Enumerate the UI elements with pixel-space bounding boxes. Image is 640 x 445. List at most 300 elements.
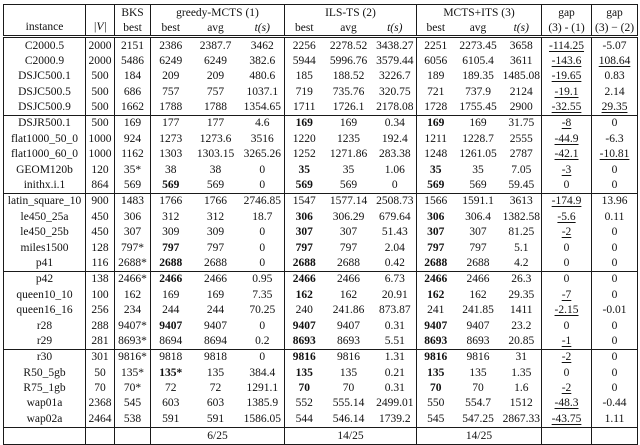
mcts-time-cell: 4.2 xyxy=(514,256,529,269)
gap-3-2-cell: 2.14 xyxy=(592,84,638,99)
gap-3-1-cell: -19.1 xyxy=(542,84,592,99)
instance-cell: R75_1gb xyxy=(23,382,66,395)
greedy-time-cell: 7.35 xyxy=(252,288,273,301)
bks-best-cell: 306 xyxy=(115,209,151,224)
mcts-time-cell: 2867.33 xyxy=(502,412,540,425)
v-cell: 1000 xyxy=(86,147,115,162)
gap-3-1-cell: -32.55 xyxy=(542,100,592,116)
footer-v-empty xyxy=(86,427,115,444)
mcts-avg-cell: 8693 xyxy=(466,334,490,347)
mcts-time-cell: 1512 xyxy=(509,397,533,410)
subheader-ils-time: t(s) xyxy=(387,21,403,34)
greedy-avg-cell: 569 xyxy=(206,179,225,192)
gap-3-1-cell: 0 xyxy=(542,365,592,380)
mcts-best-cell: 162 xyxy=(417,287,455,302)
gap-3-1-cell: -7 xyxy=(542,287,592,302)
table-row xyxy=(4,333,638,349)
mcts-avg-cell: 797 xyxy=(469,241,487,254)
gap-3-1-cell: -44.9 xyxy=(542,131,592,146)
mcts-time-cell: 1485.08 xyxy=(502,70,540,83)
greedy-time-cell: 1354.65 xyxy=(243,101,281,114)
col-header-v: |V| xyxy=(86,5,115,37)
instance-cell: C2000.9 xyxy=(24,54,65,67)
mcts-best-cell: 189 xyxy=(417,69,455,84)
mcts-best-cell: 135 xyxy=(417,365,455,380)
instance-cell: flat1000_50_0 xyxy=(10,132,79,145)
greedy-best-cell: 569 xyxy=(151,178,191,194)
subheader-greedy-best: best xyxy=(151,21,191,37)
col-header-mcts-its: MCTS+ITS (3) xyxy=(417,5,542,21)
mcts-best-cell: 307 xyxy=(417,225,455,240)
mcts-time-cell: 1411 xyxy=(509,304,533,317)
ils-best-cell: 162 xyxy=(285,287,324,302)
v-cell: 2000 xyxy=(86,53,115,68)
mcts-avg-cell: 306.4 xyxy=(465,210,491,223)
v-cell: 2464 xyxy=(86,411,115,427)
greedy-best-cell: 312 xyxy=(151,209,191,224)
mcts-best-cell: 2251 xyxy=(417,37,455,54)
gap-3-2-cell: -0.01 xyxy=(592,303,638,318)
footer-instance-empty xyxy=(4,427,86,444)
mcts-time-cell: 2555 xyxy=(509,132,533,145)
gap-3-2-cell: 0 xyxy=(592,349,638,365)
v-cell: 2368 xyxy=(86,396,115,411)
ils-best-cell: 306 xyxy=(285,209,324,224)
ils-time-cell: 2508.73 xyxy=(376,195,414,208)
v-cell: 2000 xyxy=(86,37,115,54)
greedy-time-cell: 3516 xyxy=(250,132,274,145)
instance-cell: C2000.5 xyxy=(24,39,65,52)
ils-time-cell: 2.04 xyxy=(384,241,405,254)
ils-time-cell: 320.75 xyxy=(378,85,411,98)
table-row xyxy=(4,147,638,162)
gap-3-1-cell: -19.65 xyxy=(542,69,592,84)
footer-row xyxy=(4,427,638,444)
gap-3-2-cell: -5.07 xyxy=(592,37,638,54)
ils-best-cell: 135 xyxy=(285,365,324,380)
ils-time-cell: 1.06 xyxy=(384,163,405,176)
greedy-time-cell: 3265.26 xyxy=(243,148,281,161)
ils-time-cell: 873.87 xyxy=(378,304,411,317)
table-footer xyxy=(4,427,638,444)
greedy-time-cell: 1385.9 xyxy=(246,397,279,410)
ils-avg-cell: 555.14 xyxy=(332,397,365,410)
ils-avg-cell: 162 xyxy=(339,288,358,301)
gap-3-1-cell: -8 xyxy=(542,115,592,131)
footer-mcts-count: 14/25 xyxy=(417,427,542,444)
ils-best-cell: 2256 xyxy=(285,37,324,54)
bks-best-cell: 686 xyxy=(115,84,151,99)
instance-cell: p42 xyxy=(35,273,54,286)
mcts-time-cell: 29.35 xyxy=(508,288,535,301)
table-row xyxy=(4,303,638,318)
instance-cell: le450_25b xyxy=(20,226,69,239)
col-header-instance: instance xyxy=(25,20,64,33)
mcts-avg-cell: 162 xyxy=(469,288,487,301)
mcts-time-cell: 59.45 xyxy=(508,179,535,192)
mcts-avg-cell: 2273.45 xyxy=(459,39,497,52)
ils-best-cell: 1252 xyxy=(285,147,324,162)
gap-3-2-cell: -0.44 xyxy=(592,396,638,411)
v-cell: 256 xyxy=(86,303,115,318)
mcts-avg-cell: 241.85 xyxy=(462,304,494,317)
greedy-avg-cell: 757 xyxy=(206,85,225,98)
table-body xyxy=(4,37,638,428)
gap-3-2-cell: 0 xyxy=(592,381,638,396)
ils-time-cell: 20.91 xyxy=(381,288,408,301)
bks-best-cell: 35* xyxy=(115,162,151,177)
gap-3-2-cell: 0 xyxy=(592,271,638,287)
instance-cell: wap01a xyxy=(26,397,63,410)
gap-3-1-cell: 0 xyxy=(542,240,592,255)
v-cell: 128 xyxy=(86,240,115,255)
instance-cell: latin_square_10 xyxy=(7,195,82,208)
gap-3-2-cell: 0.11 xyxy=(592,209,638,224)
greedy-avg-cell: 6249 xyxy=(204,54,227,67)
gap-3-1-cell: -1 xyxy=(542,333,592,349)
ils-time-cell: 679.64 xyxy=(378,210,411,223)
subheader-bks-best: best xyxy=(115,21,151,37)
bks-best-cell: 234 xyxy=(115,303,151,318)
greedy-time-cell: 0 xyxy=(259,319,266,332)
gap-3-1-cell: -143.6 xyxy=(542,53,592,68)
bks-best-cell: 545 xyxy=(115,396,151,411)
greedy-best-cell: 6249 xyxy=(151,53,191,68)
bks-best-cell: 1662 xyxy=(115,100,151,116)
gap-3-2-cell: 13.96 xyxy=(592,193,638,209)
mcts-avg-cell: 2688 xyxy=(466,256,490,269)
gap-3-1-cell: -2 xyxy=(542,349,592,365)
mcts-avg-cell: 1755.45 xyxy=(459,101,497,114)
mcts-time-cell: 81.25 xyxy=(508,226,535,239)
greedy-avg-cell: 72 xyxy=(209,382,222,395)
greedy-avg-cell: 2387.7 xyxy=(199,39,232,52)
greedy-best-cell: 757 xyxy=(151,84,191,99)
col-header-ils-ts: ILS-TS (2) xyxy=(285,5,417,21)
footer-bks-empty xyxy=(115,427,151,444)
ils-time-cell: 283.38 xyxy=(378,148,411,161)
greedy-avg-cell: 177 xyxy=(206,117,225,130)
greedy-avg-cell: 312 xyxy=(206,210,225,223)
table-row xyxy=(4,271,638,287)
mcts-avg-cell: 547.25 xyxy=(462,412,494,425)
table-row xyxy=(4,349,638,365)
table-row xyxy=(4,37,638,54)
gap-3-1-cell: -5.6 xyxy=(542,209,592,224)
table-row xyxy=(4,396,638,411)
instance-cell: DSJR500.1 xyxy=(18,117,71,130)
ils-time-cell: 2499.01 xyxy=(376,397,414,410)
ils-time-cell: 0.31 xyxy=(384,382,405,395)
ils-avg-cell: 1726.1 xyxy=(332,101,365,114)
mcts-time-cell: 5.1 xyxy=(514,241,529,254)
bks-best-cell: 1162 xyxy=(115,147,151,162)
mcts-time-cell: 3613 xyxy=(509,195,533,208)
ils-best-cell: 5944 xyxy=(285,53,324,68)
gap-3-2-cell: 0 xyxy=(592,178,638,194)
mcts-time-cell: 31 xyxy=(515,351,527,364)
greedy-best-cell: 1766 xyxy=(151,193,191,209)
mcts-time-cell: 3611 xyxy=(509,54,533,67)
v-cell: 500 xyxy=(86,115,115,131)
mcts-time-cell: 1.35 xyxy=(511,366,532,379)
greedy-best-cell: 2466 xyxy=(151,271,191,287)
mcts-avg-cell: 70 xyxy=(472,382,484,395)
ils-best-cell: 8693 xyxy=(285,333,324,349)
table-row xyxy=(4,178,638,194)
mcts-best-cell: 8693 xyxy=(417,333,455,349)
instance-cell: DSJC500.5 xyxy=(18,85,71,98)
ils-best-cell: 9407 xyxy=(285,318,324,333)
mcts-time-cell: 1.6 xyxy=(514,382,529,395)
gap-3-2-cell: 0 xyxy=(592,365,638,380)
subheader-gap-3-1: (3) - (1) xyxy=(542,21,592,37)
instance-cell: wap02a xyxy=(26,412,63,425)
ils-avg-cell: 1271.86 xyxy=(329,148,368,161)
greedy-avg-cell: 1303.15 xyxy=(196,148,235,161)
greedy-time-cell: 0.95 xyxy=(252,273,273,286)
greedy-time-cell: 0 xyxy=(259,163,266,176)
ils-avg-cell: 35 xyxy=(342,163,355,176)
table-row xyxy=(4,162,638,177)
ils-time-cell: 0.31 xyxy=(384,319,405,332)
table-row xyxy=(4,193,638,209)
v-cell: 100 xyxy=(86,287,115,302)
ils-avg-cell: 2278.52 xyxy=(329,39,368,52)
ils-best-cell: 552 xyxy=(285,396,324,411)
mcts-time-cell: 26.3 xyxy=(511,273,532,286)
ils-avg-cell: 307 xyxy=(339,226,358,239)
subheader-mcts-time: t(s) xyxy=(513,21,529,34)
col-header-greedy-mcts: greedy-MCTS (1) xyxy=(151,5,285,21)
greedy-best-cell: 2386 xyxy=(151,37,191,54)
mcts-best-cell: 9407 xyxy=(417,318,455,333)
ils-avg-cell: 8693 xyxy=(337,334,360,347)
bks-best-cell: 5486 xyxy=(115,53,151,68)
gap-3-2-cell: 0 xyxy=(592,287,638,302)
instance-cell: r28 xyxy=(36,319,53,332)
mcts-best-cell: 1566 xyxy=(417,193,455,209)
greedy-best-cell: 244 xyxy=(151,303,191,318)
col-header-gap-3-1: gap xyxy=(542,5,592,21)
ils-avg-cell: 241.86 xyxy=(332,304,365,317)
ils-best-cell: 307 xyxy=(285,225,324,240)
bks-best-cell: 538 xyxy=(115,411,151,427)
col-header-bks: BKS xyxy=(115,5,151,21)
gap-3-1-cell: -2 xyxy=(542,225,592,240)
mcts-best-cell: 241 xyxy=(417,303,455,318)
greedy-time-cell: 384.4 xyxy=(249,366,276,379)
mcts-time-cell: 2900 xyxy=(509,101,533,114)
bks-best-cell: 9407* xyxy=(115,318,151,333)
gap-3-2-cell: 0 xyxy=(592,255,638,271)
greedy-avg-cell: 591 xyxy=(206,412,225,425)
bks-best-cell: 2466* xyxy=(115,271,151,287)
greedy-best-cell: 603 xyxy=(151,396,191,411)
greedy-avg-cell: 209 xyxy=(206,70,225,83)
greedy-time-cell: 0 xyxy=(259,226,266,239)
ils-avg-cell: 546.14 xyxy=(332,412,365,425)
table-row xyxy=(4,240,638,255)
instance-cell: r29 xyxy=(36,334,53,347)
subheader-ils-best: best xyxy=(285,21,324,37)
bks-best-cell: 1483 xyxy=(115,193,151,209)
bks-best-cell: 569 xyxy=(115,178,151,194)
mcts-best-cell: 70 xyxy=(417,381,455,396)
ils-best-cell: 719 xyxy=(285,84,324,99)
footer-ils-count: 14/25 xyxy=(285,427,417,444)
v-cell: 120 xyxy=(86,162,115,177)
ils-best-cell: 240 xyxy=(285,303,324,318)
greedy-avg-cell: 2466 xyxy=(204,273,227,286)
greedy-best-cell: 8694 xyxy=(151,333,191,349)
ils-time-cell: 1.31 xyxy=(384,351,405,364)
ils-time-cell: 2178.08 xyxy=(376,101,414,114)
gap-3-2-cell: 0 xyxy=(592,162,638,177)
gap-3-2-cell: 1.11 xyxy=(592,411,638,427)
table-row xyxy=(4,115,638,131)
instance-cell: r30 xyxy=(36,351,53,364)
ils-best-cell: 1547 xyxy=(285,193,324,209)
v-cell: 138 xyxy=(86,271,115,287)
ils-avg-cell: 188.52 xyxy=(332,70,365,83)
mcts-avg-cell: 35 xyxy=(472,163,484,176)
ils-best-cell: 185 xyxy=(285,69,324,84)
mcts-best-cell: 797 xyxy=(417,240,455,255)
table-row xyxy=(4,381,638,396)
table-row xyxy=(4,53,638,68)
gap-3-2-cell: 0 xyxy=(592,225,638,240)
greedy-best-cell: 72 xyxy=(151,381,191,396)
gap-3-2-cell: 0 xyxy=(592,318,638,333)
table-row xyxy=(4,255,638,271)
v-cell: 500 xyxy=(86,84,115,99)
greedy-time-cell: 480.6 xyxy=(249,70,276,83)
v-cell: 500 xyxy=(86,69,115,84)
subheader-gap-3-2: (3) − (2) xyxy=(592,21,638,37)
gap-3-1-cell: -43.75 xyxy=(542,411,592,427)
mcts-best-cell: 2688 xyxy=(417,255,455,271)
instance-cell: flat1000_60_0 xyxy=(10,148,79,161)
gap-3-2-cell: -6.3 xyxy=(592,131,638,146)
greedy-best-cell: 2688 xyxy=(151,255,191,271)
greedy-best-cell: 209 xyxy=(151,69,191,84)
col-header-gap-3-2: gap xyxy=(592,5,638,21)
bks-best-cell: 9816* xyxy=(115,349,151,365)
results-table xyxy=(3,4,638,445)
mcts-avg-cell: 569 xyxy=(469,179,487,192)
gap-3-1-cell: 0 xyxy=(542,318,592,333)
table-row xyxy=(4,365,638,380)
greedy-best-cell: 177 xyxy=(151,115,191,131)
footer-greedy-count: 6/25 xyxy=(151,427,285,444)
mcts-best-cell: 569 xyxy=(417,178,455,194)
bks-best-cell: 924 xyxy=(115,131,151,146)
mcts-best-cell: 6056 xyxy=(417,53,455,68)
ils-avg-cell: 1577.14 xyxy=(329,195,368,208)
greedy-time-cell: 70.25 xyxy=(249,304,276,317)
table-row xyxy=(4,411,638,427)
ils-best-cell: 1711 xyxy=(285,100,324,116)
ils-time-cell: 5.51 xyxy=(384,334,405,347)
greedy-time-cell: 382.6 xyxy=(249,54,276,67)
mcts-best-cell: 1211 xyxy=(417,131,455,146)
gap-3-2-cell: 0 xyxy=(592,333,638,349)
mcts-avg-cell: 1228.7 xyxy=(462,132,494,145)
greedy-time-cell: 2746.85 xyxy=(243,195,281,208)
v-cell: 450 xyxy=(86,225,115,240)
bks-best-cell: 797* xyxy=(115,240,151,255)
bks-best-cell: 2688* xyxy=(115,255,151,271)
ils-time-cell: 51.43 xyxy=(381,226,408,239)
mcts-best-cell: 169 xyxy=(417,115,455,131)
ils-best-cell: 569 xyxy=(285,178,324,194)
instance-cell: queen10_10 xyxy=(16,288,73,301)
bks-best-cell: 70* xyxy=(115,381,151,396)
greedy-avg-cell: 8694 xyxy=(204,334,227,347)
footer-gap-3-1-empty xyxy=(542,427,592,444)
ils-avg-cell: 306.29 xyxy=(332,210,365,223)
gap-3-1-cell: 0 xyxy=(542,255,592,271)
mcts-best-cell: 1248 xyxy=(417,147,455,162)
greedy-best-cell: 1303 xyxy=(151,147,191,162)
greedy-avg-cell: 797 xyxy=(206,241,225,254)
ils-avg-cell: 797 xyxy=(339,241,358,254)
greedy-time-cell: 0 xyxy=(259,179,266,192)
greedy-time-cell: 4.6 xyxy=(255,117,270,130)
ils-avg-cell: 70 xyxy=(342,382,355,395)
mcts-avg-cell: 169 xyxy=(469,117,487,130)
v-cell: 288 xyxy=(86,318,115,333)
greedy-time-cell: 1037.1 xyxy=(246,85,279,98)
ils-best-cell: 70 xyxy=(285,381,324,396)
greedy-time-cell: 1291.1 xyxy=(246,382,279,395)
v-cell: 281 xyxy=(86,333,115,349)
bks-best-cell: 135* xyxy=(115,365,151,380)
mcts-avg-cell: 9407 xyxy=(466,319,490,332)
gap-3-2-cell: 108.64 xyxy=(592,53,638,68)
ils-best-cell: 544 xyxy=(285,411,324,427)
gap-3-1-cell: 0 xyxy=(542,178,592,194)
greedy-avg-cell: 9818 xyxy=(204,351,227,364)
v-cell: 50 xyxy=(86,365,115,380)
ils-time-cell: 3226.7 xyxy=(378,70,411,83)
footer-gap-3-2-empty xyxy=(592,427,638,444)
table-row xyxy=(4,84,638,99)
ils-avg-cell: 2688 xyxy=(337,256,360,269)
greedy-time-cell: 1586.05 xyxy=(243,412,281,425)
bks-best-cell: 307 xyxy=(115,225,151,240)
instance-cell: p41 xyxy=(35,256,54,269)
table-row xyxy=(4,287,638,302)
greedy-avg-cell: 2688 xyxy=(204,256,227,269)
bks-best-cell: 184 xyxy=(115,69,151,84)
v-cell: 900 xyxy=(86,193,115,209)
subheader-mcts-avg: avg xyxy=(469,21,487,34)
gap-3-1-cell: -174.9 xyxy=(542,193,592,209)
ils-time-cell: 6.73 xyxy=(384,273,405,286)
gap-3-1-cell: -2.15 xyxy=(542,303,592,318)
table-row xyxy=(4,225,638,240)
v-cell: 301 xyxy=(86,349,115,365)
gap-3-1-cell: 0 xyxy=(542,271,592,287)
subheader-greedy-time: t(s) xyxy=(254,21,270,34)
mcts-best-cell: 35 xyxy=(417,162,455,177)
ils-avg-cell: 5996.76 xyxy=(329,54,368,67)
table-row xyxy=(4,318,638,333)
greedy-avg-cell: 244 xyxy=(206,304,225,317)
v-cell: 116 xyxy=(86,255,115,271)
